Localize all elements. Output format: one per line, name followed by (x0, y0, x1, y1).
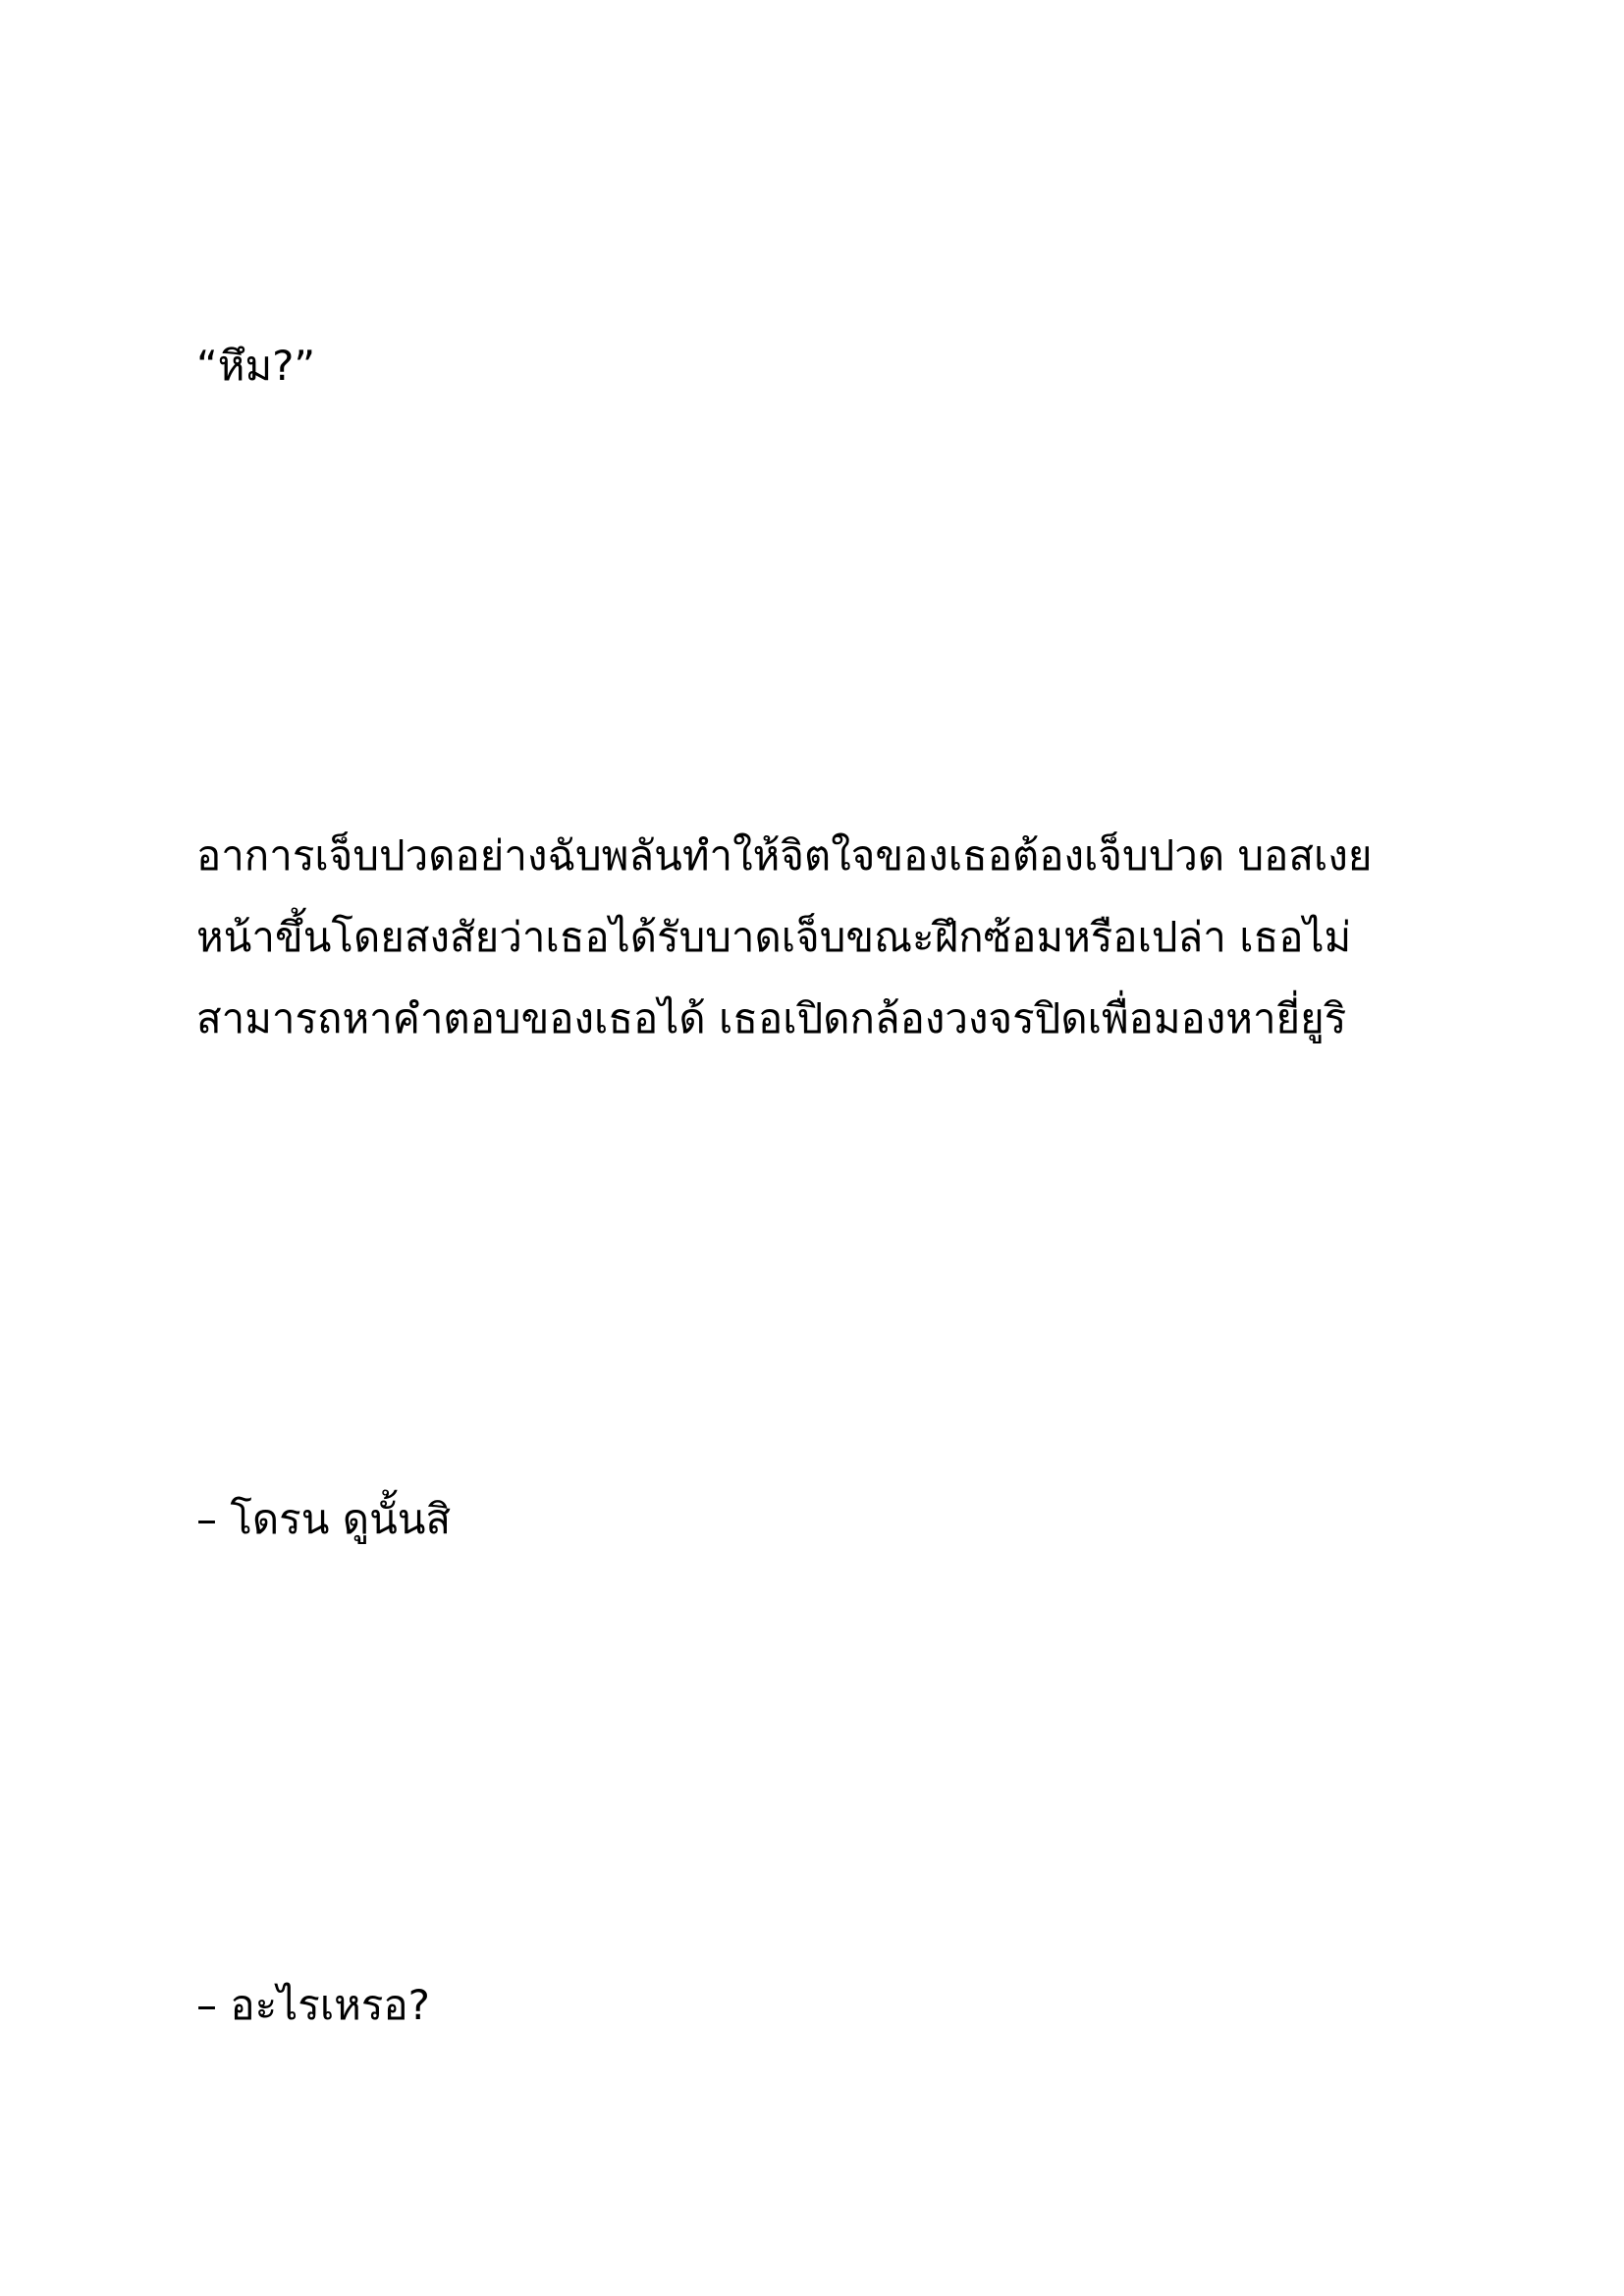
narration-line-2: หน้าขึ้นโดยสงสัยว่าเธอได้รับบาดเจ็บขณะฝึกซ้อมหรือเปล่า เธอไม่ (196, 913, 1352, 961)
dialogue-line-hum: “หึม?” (196, 342, 316, 390)
dialogue-line-what: – อะไรเหรอ? (196, 1981, 430, 2029)
dialogue-line-drone: – โดรน ดูนั้นสิ (196, 1495, 452, 1543)
narration-line-3: สามารถหาคำตอบของเธอได้ เธอเปิดกล้องวงจรปิดเพื่อมองหายี่ยูริ (196, 994, 1347, 1042)
narration-paragraph (196, 815, 1372, 1059)
narration-line-1: อาการเจ็บปวดอย่างฉับพลันทำให้จิตใจของเธอต้องเจ็บปวด บอสเงย (196, 831, 1373, 880)
